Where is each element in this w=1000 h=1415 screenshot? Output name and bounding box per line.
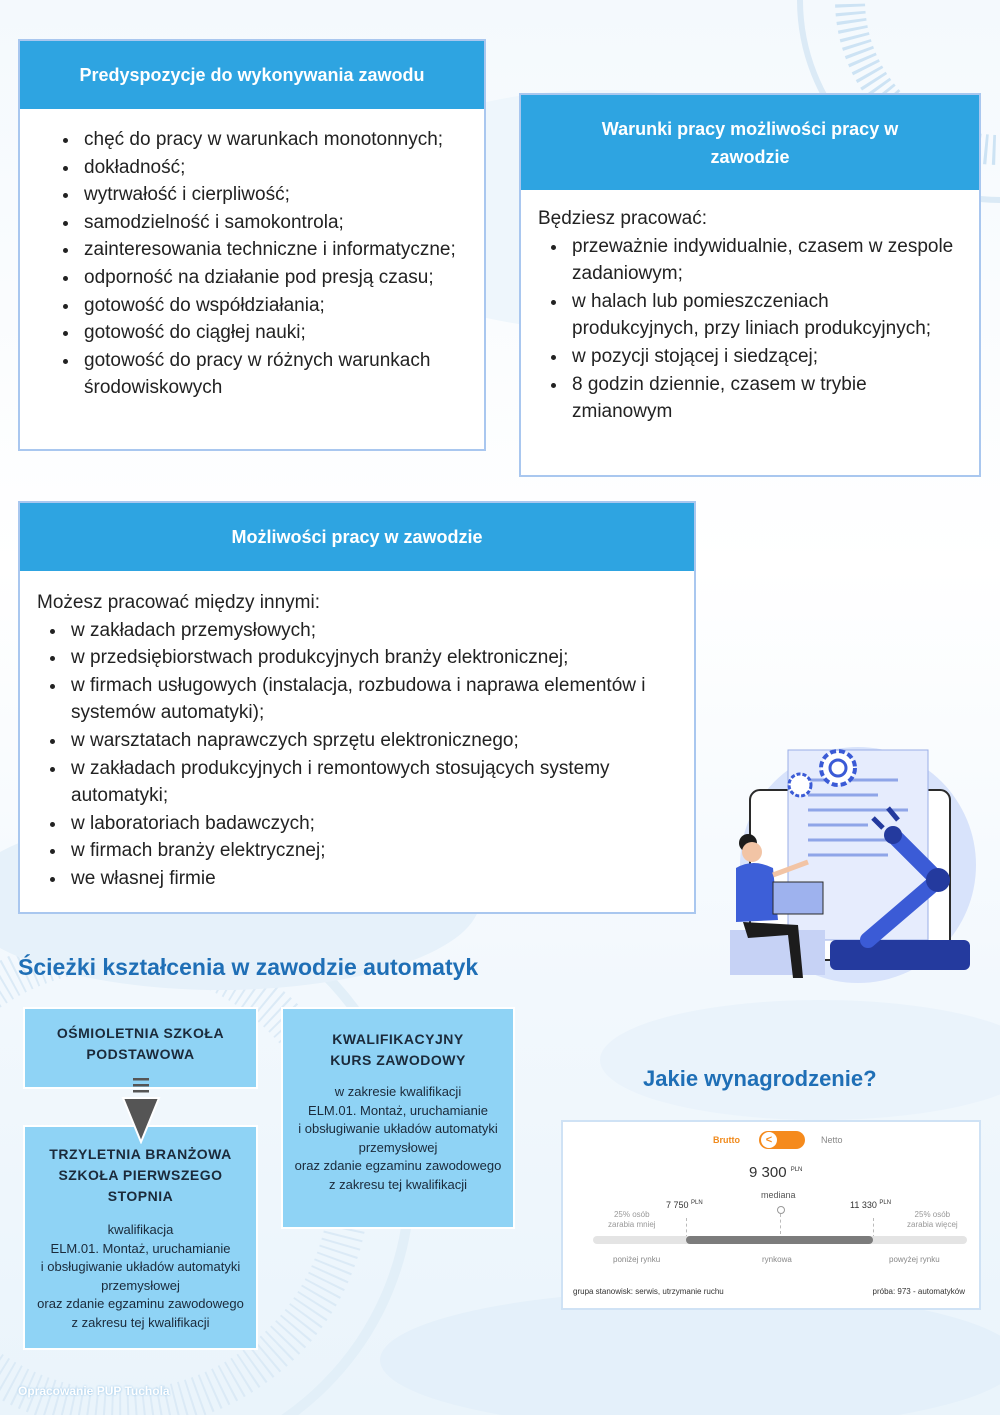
net-label: Netto [821, 1135, 843, 1145]
salary-widget [561, 1120, 981, 1310]
list-item: • dokładność; [80, 154, 464, 182]
working-conditions-heading: Warunki pracy możliwości pracy w zawodzie [521, 95, 979, 190]
list-item: • w pozycji stojącej i siedzącej; [568, 343, 959, 371]
upper-dashed-line [873, 1218, 874, 1238]
list-item: • w laboratoriach badawczych; [67, 810, 674, 838]
down-arrow-icon [121, 1078, 161, 1144]
lower-note [608, 1210, 656, 1230]
upper-quartile-value: 11 330 [850, 1200, 877, 1210]
lower-note-line: zarabia mniej [608, 1220, 656, 1229]
job-opportunities-heading: Możliwości pracy w zawodzie [20, 503, 694, 571]
list-item: • samodzielność i samokontrola; [80, 209, 464, 237]
upper-note-line: zarabia więcej [907, 1220, 958, 1229]
working-conditions-card [519, 93, 981, 477]
job-group-label: grupa stanowisk: serwis, utrzymanie ruchu [573, 1287, 724, 1296]
footer-credit: Opracowanie PUP Tuchola [18, 1384, 170, 1398]
working-conditions-list [538, 233, 959, 426]
median-salary [749, 1164, 802, 1181]
list-item: • w warsztatach naprawczych sprzętu elektronicznego; [67, 727, 674, 755]
list-item: • odporność na działanie pod presją czasu; [80, 264, 464, 292]
qualification-course-box [281, 1007, 515, 1229]
list-item: • w firmach usługowych (instalacja, rozbudowa i naprawa elementów i systemów automatyki); [67, 672, 674, 727]
list-item: • gotowość do ciągłej nauki; [80, 319, 464, 347]
vocational-school-box [23, 1125, 258, 1350]
list-item: • gotowość do pracy w różnych warunkach środowiskowych [80, 347, 464, 402]
vocational-school-description: kwalifikacja ELM.01. Montaż, uruchamianie i obsługiwanie układów automatyki przemysłowej oraz zdanie egzaminu zawodowego z zakresu tej kwalifikacji [37, 1222, 244, 1330]
job-opportunities-card [18, 501, 696, 914]
list-item: • chęć do pracy w warunkach monotonnych; [80, 126, 464, 154]
chevron-left-icon: < [761, 1132, 777, 1148]
vocational-school-title: TRZYLETNIA BRANŻOWA SZKOŁA PIERWSZEGO STOPNIA [49, 1146, 232, 1204]
lower-quartile-value: 7 750 [666, 1200, 689, 1210]
primary-school-box [23, 1007, 258, 1089]
market-label: rynkowa [762, 1255, 792, 1264]
list-item: • w przedsiębiorstwach produkcyjnych branży elektronicznej; [67, 644, 674, 672]
education-paths-title: Ścieżki kształcenia w zawodzie automatyk [18, 954, 479, 980]
upper-note [907, 1210, 958, 1230]
list-item: • we własnej firmie [67, 865, 674, 893]
primary-school-title: OŚMIOLETNIA SZKOŁA PODSTAWOWA [56, 1025, 225, 1062]
job-opportunities-list [37, 617, 674, 893]
list-item: • 8 godzin dziennie, czasem w trybie zmianowym [568, 371, 959, 426]
market-range-fill [686, 1236, 873, 1244]
salary-range-bar [593, 1236, 967, 1244]
lower-note-line: 25% osób [613, 1210, 650, 1219]
qualification-course-title: KWALIFIKACYJNY KURS ZAWODOWY [330, 1031, 466, 1068]
lower-quartile [666, 1200, 703, 1210]
list-item: • w zakładach produkcyjnych i remontowych stosujących systemy automatyki; [67, 755, 674, 810]
working-conditions-intro: Będziesz pracować: [538, 208, 707, 229]
gross-net-toggle[interactable] [759, 1131, 805, 1149]
upper-quartile [850, 1200, 891, 1210]
salary-title: Jakie wynagrodzenie? [643, 1066, 877, 1091]
automation-worker-illustration [718, 740, 988, 995]
median-label: mediana [761, 1190, 796, 1200]
median-dashed-line [780, 1214, 781, 1234]
list-item: • wytrwałość i cierpliwość; [80, 181, 464, 209]
upper-note-line: 25% osób [914, 1210, 951, 1219]
median-marker [777, 1206, 785, 1214]
job-opportunities-intro: Możesz pracować między innymi: [37, 592, 320, 613]
predispositions-list [50, 126, 464, 402]
list-item: • gotowość do współdziałania; [80, 292, 464, 320]
list-item: • w zakładach przemysłowych; [67, 617, 674, 645]
sample-size-label: próba: 973 - automatyków [872, 1287, 965, 1296]
above-market-label: powyżej rynku [889, 1255, 940, 1264]
gross-label: Brutto [713, 1135, 740, 1145]
predispositions-card [18, 39, 486, 451]
list-item: • przeważnie indywidualnie, czasem w zespole zadaniowym; [568, 233, 959, 288]
list-item: • zainteresowania techniczne i informatyczne; [80, 236, 464, 264]
median-value: 9 300 [749, 1164, 787, 1181]
predispositions-heading: Predyspozycje do wykonywania zawodu [20, 41, 484, 109]
list-item: • w firmach branży elektrycznej; [67, 837, 674, 865]
currency-label: PLN [691, 1200, 703, 1206]
currency-label: PLN [790, 1167, 803, 1173]
qualification-course-description: w zakresie kwalifikacji ELM.01. Montaż, uruchamianie i obsługiwanie układów automatyki przemysłowej oraz zdanie egzaminu zawodowego z zakresu tej kwalifikacji [294, 1084, 502, 1192]
below-market-label: poniżej rynku [613, 1255, 661, 1264]
list-item: • w halach lub pomieszczeniach produkcyjnych, przy liniach produkcyjnych; [568, 288, 959, 343]
lower-dashed-line [686, 1218, 687, 1238]
currency-label: PLN [879, 1200, 892, 1206]
